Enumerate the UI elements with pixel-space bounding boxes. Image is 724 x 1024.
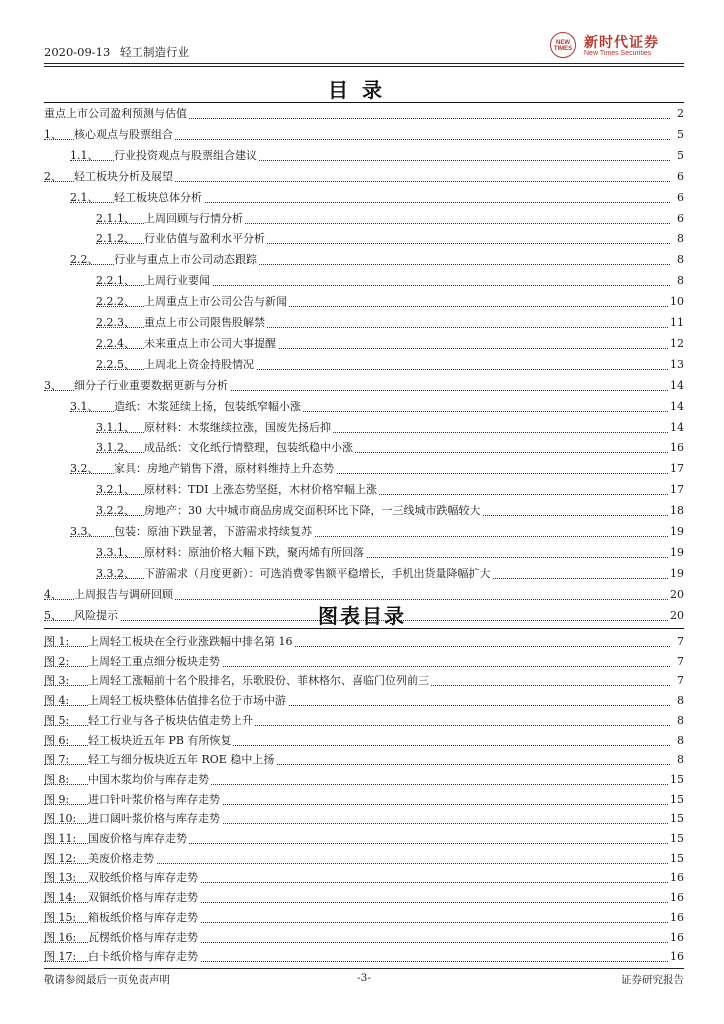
toc-number: 3.3.2、: [96, 566, 135, 580]
toc-title: 上周北上资金持股情况: [144, 355, 256, 375]
toc-title: 重点上市公司限售股解禁: [144, 313, 267, 333]
toc-entry[interactable]: [44, 480, 684, 500]
toc-title: 行业估值与盈利水平分析: [144, 229, 267, 249]
toc-page: 2: [675, 104, 684, 124]
figure-entry[interactable]: [44, 928, 684, 948]
toc-number: 3.3、: [70, 525, 99, 538]
toc-number: 2.2.2、: [96, 295, 135, 309]
toc-page: 5: [675, 146, 684, 166]
figure-title: 国废价格与库存走势: [88, 829, 189, 849]
toc-number: 3.1、: [70, 399, 99, 413]
figure-entry[interactable]: [44, 908, 684, 928]
toc-page: 6: [675, 188, 684, 208]
toc-number: 3.2.1、: [96, 483, 135, 497]
toc-title: 行业投资观点与股票组合建议: [114, 146, 259, 166]
toc-title: 上周重点上市公司公告与新闻: [144, 292, 289, 312]
toc-page: 12: [668, 334, 684, 354]
figure-entry[interactable]: [44, 947, 684, 967]
figures-heading-rule: [44, 628, 684, 629]
figure-number: 图 15:: [44, 910, 77, 924]
figure-entry[interactable]: [44, 632, 684, 652]
header-info: [44, 44, 195, 60]
figure-number: 图 1:: [44, 635, 70, 648]
toc-title: 重点上市公司盈利预测与估值: [44, 104, 189, 124]
toc-title: 包装：原油下跌显著，下游需求持续复苏: [114, 522, 314, 542]
toc-number: 2、: [44, 169, 62, 183]
toc-number: 3.2.2、: [96, 504, 135, 518]
page-header: [44, 36, 684, 64]
toc-title: 原材料：TDI 上涨态势坚挺，木材价格窄幅上涨: [144, 480, 379, 500]
toc-entry[interactable]: [44, 125, 684, 145]
toc-entry[interactable]: [44, 188, 684, 208]
figure-title: 瓦楞纸价格与库存走势: [88, 928, 200, 948]
footer-divider: [44, 968, 684, 969]
figure-entry[interactable]: [44, 809, 684, 829]
figure-page: 8: [675, 750, 684, 770]
figure-number: 图 12:: [44, 851, 77, 865]
toc-page: 17: [668, 459, 684, 479]
toc-title: 上周报告与调研回顾: [74, 585, 175, 605]
logo-name: 新时代证券: [584, 35, 659, 51]
toc-title: 房地产：30 大中城市商品房成交面积环比下降，一三线城市跌幅较大: [144, 501, 483, 521]
figure-number: 图 6:: [44, 733, 70, 747]
figure-title: 上周轻工板块在全行业涨跌幅中排名第 16: [88, 632, 295, 652]
company-logo: [544, 30, 684, 62]
toc-page: 13: [668, 355, 684, 375]
toc-entry[interactable]: [44, 292, 684, 312]
figure-title: 上周轻工涨幅前十名个股排名，乐歌股份、菲林格尔、喜临门位列前三: [88, 671, 431, 691]
figure-number: 图 4:: [44, 694, 70, 708]
figure-number: 图 11:: [44, 832, 77, 845]
figure-page: 7: [675, 671, 684, 691]
figure-entry[interactable]: [44, 731, 684, 751]
toc-title: 原材料：木浆继续拉涨，国废先扬后抑: [144, 418, 333, 438]
figure-page: 8: [675, 691, 684, 711]
toc-title: 下游需求（月度更新）：可选消费零售额平稳增长，手机出货量降幅扩大: [144, 564, 493, 584]
header-divider-thin: [44, 66, 684, 67]
figure-page: 15: [668, 809, 684, 829]
toc-page: 10: [668, 292, 684, 312]
toc-entry[interactable]: [44, 334, 684, 354]
toc-title: 风险提示: [74, 606, 120, 626]
toc-page: 11: [668, 313, 684, 333]
toc-entry[interactable]: [44, 459, 684, 479]
toc-entry[interactable]: [44, 146, 684, 166]
toc-entry[interactable]: [44, 564, 684, 584]
figure-entry[interactable]: [44, 888, 684, 908]
toc-title: 行业与重点上市公司动态跟踪: [114, 250, 259, 270]
figure-page: 16: [668, 908, 684, 928]
figure-number: 图 13:: [44, 871, 77, 885]
figure-title: 轻工与细分板块近五年 ROE 稳中上扬: [88, 750, 276, 770]
figure-page: 16: [668, 947, 684, 967]
toc-number: 3.2、: [70, 462, 99, 476]
figure-title: 箱板纸价格与库存走势: [88, 908, 200, 928]
figure-title: 轻工行业与各子板块估值走势上升: [88, 711, 255, 731]
toc-number: 2.1.2、: [96, 232, 135, 246]
figure-title: 进口阔叶浆价格与库存走势: [88, 809, 222, 829]
figure-entry[interactable]: [44, 829, 684, 849]
toc-heading: 目录: [328, 78, 396, 102]
toc-title: 上周行业要闻: [144, 271, 212, 291]
figure-number: 图 16:: [44, 930, 77, 944]
toc-number: 2.2、: [70, 253, 99, 267]
figure-page: 15: [668, 849, 684, 869]
toc-entry[interactable]: [44, 209, 684, 229]
toc-title: 核心观点与股票组合: [74, 125, 175, 145]
logo-emblem-icon: NEW TIMES: [550, 32, 576, 58]
toc-number: 3.1.2、: [96, 441, 135, 455]
toc-entry[interactable]: [44, 167, 684, 187]
toc-page: 19: [668, 564, 684, 584]
toc-entry[interactable]: [44, 250, 684, 270]
figure-entry[interactable]: [44, 770, 684, 790]
figure-entry[interactable]: [44, 868, 684, 888]
toc-page: 8: [675, 250, 684, 270]
toc-page: 18: [668, 501, 684, 521]
toc-page: 14: [668, 376, 684, 396]
figure-entry[interactable]: [44, 849, 684, 869]
toc-title: 家具：房地产销售下滑，原材料维持上升态势: [114, 459, 336, 479]
figure-page: 15: [668, 770, 684, 790]
figure-title: 进口针叶浆价格与库存走势: [88, 790, 222, 810]
figure-number: 图 3:: [44, 674, 70, 688]
toc-number: 3.1.1、: [96, 420, 135, 434]
industry-name: 轻工制造行业: [119, 45, 189, 59]
toc-number: 2.2.3、: [96, 316, 135, 329]
figure-entry[interactable]: [44, 671, 684, 691]
figure-title: 双胶纸价格与库存走势: [88, 868, 200, 888]
toc-number: 2.1、: [70, 190, 99, 204]
figure-page: 16: [668, 868, 684, 888]
figure-page: 8: [675, 731, 684, 751]
toc-page: 20: [668, 585, 684, 605]
toc-page: 17: [668, 480, 684, 500]
toc-number: 2.1.1、: [96, 211, 135, 225]
figure-page: 16: [668, 928, 684, 948]
toc-title: 细分子行业重要数据更新与分析: [74, 376, 230, 396]
toc-number: 2.2.4、: [96, 336, 135, 350]
figure-page: 15: [668, 829, 684, 849]
figure-title: 轻工板块近五年 PB 有所恢复: [88, 731, 233, 751]
toc-number: 2.2.5、: [96, 357, 135, 371]
toc-heading-rule: [44, 102, 684, 103]
figure-number: 图 9:: [44, 792, 70, 806]
toc-title: 上周回顾与行情分析: [144, 209, 245, 229]
toc-entry[interactable]: [44, 271, 684, 291]
figure-page: 7: [675, 652, 684, 672]
toc-page: 20: [668, 606, 684, 626]
figure-entry[interactable]: [44, 711, 684, 731]
toc-page: 6: [675, 167, 684, 187]
figure-number: 图 8:: [44, 772, 70, 786]
toc-number: 1.1、: [70, 148, 99, 162]
toc-number: 3、: [44, 378, 62, 392]
toc-title: 造纸：木浆延续上扬，包装纸窄幅小涨: [114, 397, 303, 417]
toc-title: 原材料：原油价格大幅下跌，聚丙烯有所回落: [144, 543, 366, 563]
toc-entry[interactable]: [44, 418, 684, 438]
header-divider: [44, 63, 684, 64]
figure-page: 16: [668, 888, 684, 908]
toc-number: 1、: [44, 127, 62, 141]
logo-english-name: New Times Securities: [584, 50, 652, 57]
toc-number: 2.2.1、: [96, 274, 135, 288]
toc-entry[interactable]: [44, 501, 684, 521]
figure-title: 美废价格走势: [88, 849, 156, 869]
figure-entry[interactable]: [44, 652, 684, 672]
figure-title: 上周轻工重点细分板块走势: [88, 652, 222, 672]
toc-page: 19: [668, 522, 684, 542]
figures-heading: 图表目录: [318, 604, 406, 628]
toc-page: 8: [675, 229, 684, 249]
figure-number: 图 7:: [44, 753, 70, 767]
toc-number: 5、: [44, 608, 62, 622]
toc-page: 16: [668, 438, 684, 458]
toc-entry[interactable]: [44, 313, 684, 333]
figure-entry[interactable]: [44, 750, 684, 770]
figure-entry[interactable]: [44, 790, 684, 810]
toc-entry[interactable]: [44, 355, 684, 375]
report-type: 证券研究报告: [621, 974, 684, 986]
figure-number: 图 10:: [44, 812, 77, 826]
toc-page: 19: [668, 543, 684, 563]
figure-page: 8: [675, 711, 684, 731]
toc-entry[interactable]: [44, 376, 684, 396]
toc-title: 未来重点上市公司大事提醒: [144, 334, 278, 354]
toc-entry[interactable]: [44, 397, 684, 417]
toc-number: 3.3.1、: [96, 545, 135, 559]
page-number: -3-: [357, 972, 371, 984]
toc-entry[interactable]: [44, 438, 684, 458]
toc-title: 轻工板块分析及展望: [74, 167, 175, 187]
figure-number: 图 2:: [44, 654, 70, 668]
figure-number: 图 17:: [44, 950, 77, 964]
figure-title: 上周轻工板块整体估值排名位于市场中游: [88, 691, 288, 711]
figure-number: 图 14:: [44, 891, 77, 905]
toc-entry[interactable]: [44, 104, 684, 124]
figure-title: 中国木浆均价与库存走势: [88, 770, 211, 790]
toc-entry[interactable]: [44, 543, 684, 563]
figure-entry[interactable]: [44, 691, 684, 711]
toc-page: 8: [675, 271, 684, 291]
figure-page: 7: [675, 632, 684, 652]
figure-title: 白卡纸价格与库存走势: [88, 947, 200, 967]
toc-entry[interactable]: [44, 229, 684, 249]
figure-title: 双铜纸价格与库存走势: [88, 888, 200, 908]
toc-title: 成品纸：文化纸行情整理，包装纸稳中小涨: [144, 438, 355, 458]
report-date: 2020-09-13: [44, 45, 111, 59]
toc-title: 轻工板块总体分析: [114, 188, 204, 208]
toc-page: 6: [675, 209, 684, 229]
toc-entry[interactable]: [44, 522, 684, 542]
toc-page: 5: [675, 125, 684, 145]
page-footer: [44, 972, 684, 988]
toc-page: 14: [668, 397, 684, 417]
disclaimer-note: 敬请参阅最后一页免责声明: [44, 974, 170, 986]
figure-page: 15: [668, 790, 684, 810]
toc-number: 4、: [44, 587, 62, 601]
toc-page: 14: [668, 418, 684, 438]
figure-number: 图 5:: [44, 713, 70, 727]
